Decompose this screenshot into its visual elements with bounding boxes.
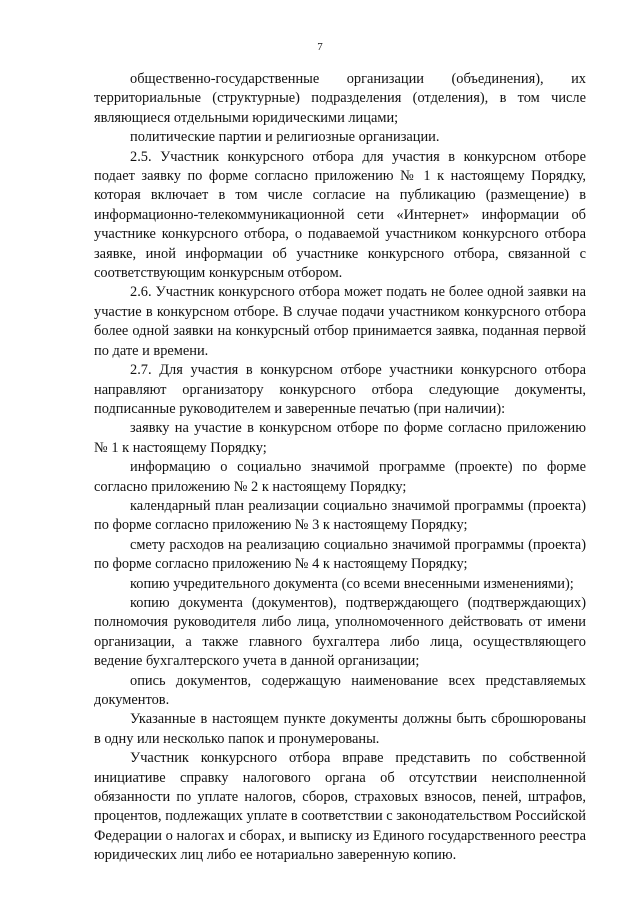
- list-item-calendar-plan: календарный план реализации социально значимой программы (проекта) по форме согласно приложению № 3 к настоящему Порядку;: [94, 497, 586, 534]
- paragraph-2-6: 2.6. Участник конкурсного отбора может подать не более одной заявки на участие в конкурсном отборе. В случае подачи участником конкурсного отбора более одной заявки на конкурсный отбор принимается заявка, поданная первой по дате и времени.: [94, 284, 586, 359]
- paragraph-2-5: 2.5. Участник конкурсного отбора для участия в конкурсном отборе подает заявку по форме согласно приложению № 1 к настоящему Порядку, которая включает в том числе согласие на публикацию (размещение) в информационно-телекоммуникационной сети «Интернет» информации об участнике конкурсного отбора, о подаваемой участником конкурсного отбора заявке, иной информации об участнике конкурсного отбора, связанной с соответствующим конкурсным отбором.: [94, 148, 586, 282]
- paragraph-2-7: 2.7. Для участия в конкурсном отборе участники конкурсного отбора направляют организатору конкурсного отбора следующие документы, подписанные руководителем и заверенные печатью (при наличии):: [94, 362, 586, 417]
- paragraph-optional-documents: Участник конкурсного отбора вправе представить по собственной инициативе справку налогового органа об отсутствии неисполненной обязанности по уплате налогов, сборов, страховых взносов, пеней, штрафов, процентов, подлежащих уплате в соответствии с законодательством Российской Федерации о налогах и сборах, и выписку из Единого государственного реестра юридических лиц либо ее нотариально заверенную копию.: [94, 750, 586, 864]
- list-item-charter-copy: копию учредительного документа (со всеми внесенными изменениями);: [130, 575, 574, 592]
- list-item-program-info: информацию о социально значимой программе (проекте) по форме согласно приложению № 2 к настоящему Порядку;: [94, 459, 586, 495]
- paragraph-public-organizations: общественно-государственные организации (объединения), их территориальные (структурные) подразделения (отделения), в том числе являющиеся отдельными юридическими лицами;: [94, 71, 586, 126]
- paragraph-political-parties: политические партии и религиозные организации.: [130, 129, 440, 146]
- paragraph-binding-requirement: Указанные в настоящем пункте документы должны быть сброшюрованы в одну или несколько папок и пронумерованы.: [94, 711, 586, 747]
- page-number: 7: [317, 41, 323, 53]
- list-item-authority-documents: копию документа (документов), подтверждающего (подтверждающих) полномочия руководителя либо лица, уполномоченного действовать от имени организации, а также главного бухгалтера либо лица, осуществляющего ведение бухгалтерского учета в данной организации;: [94, 594, 586, 670]
- document-body: [94, 70, 586, 866]
- list-item-cost-estimate: смету расходов на реализацию социально значимой программы (проекта) по форме согласно приложению № 4 к настоящему Порядку;: [94, 536, 586, 573]
- list-item-application: заявку на участие в конкурсном отборе по форме согласно приложению № 1 к настоящему Порядку;: [94, 420, 586, 456]
- list-item-document-inventory: опись документов, содержащую наименование всех представляемых документов.: [94, 672, 586, 708]
